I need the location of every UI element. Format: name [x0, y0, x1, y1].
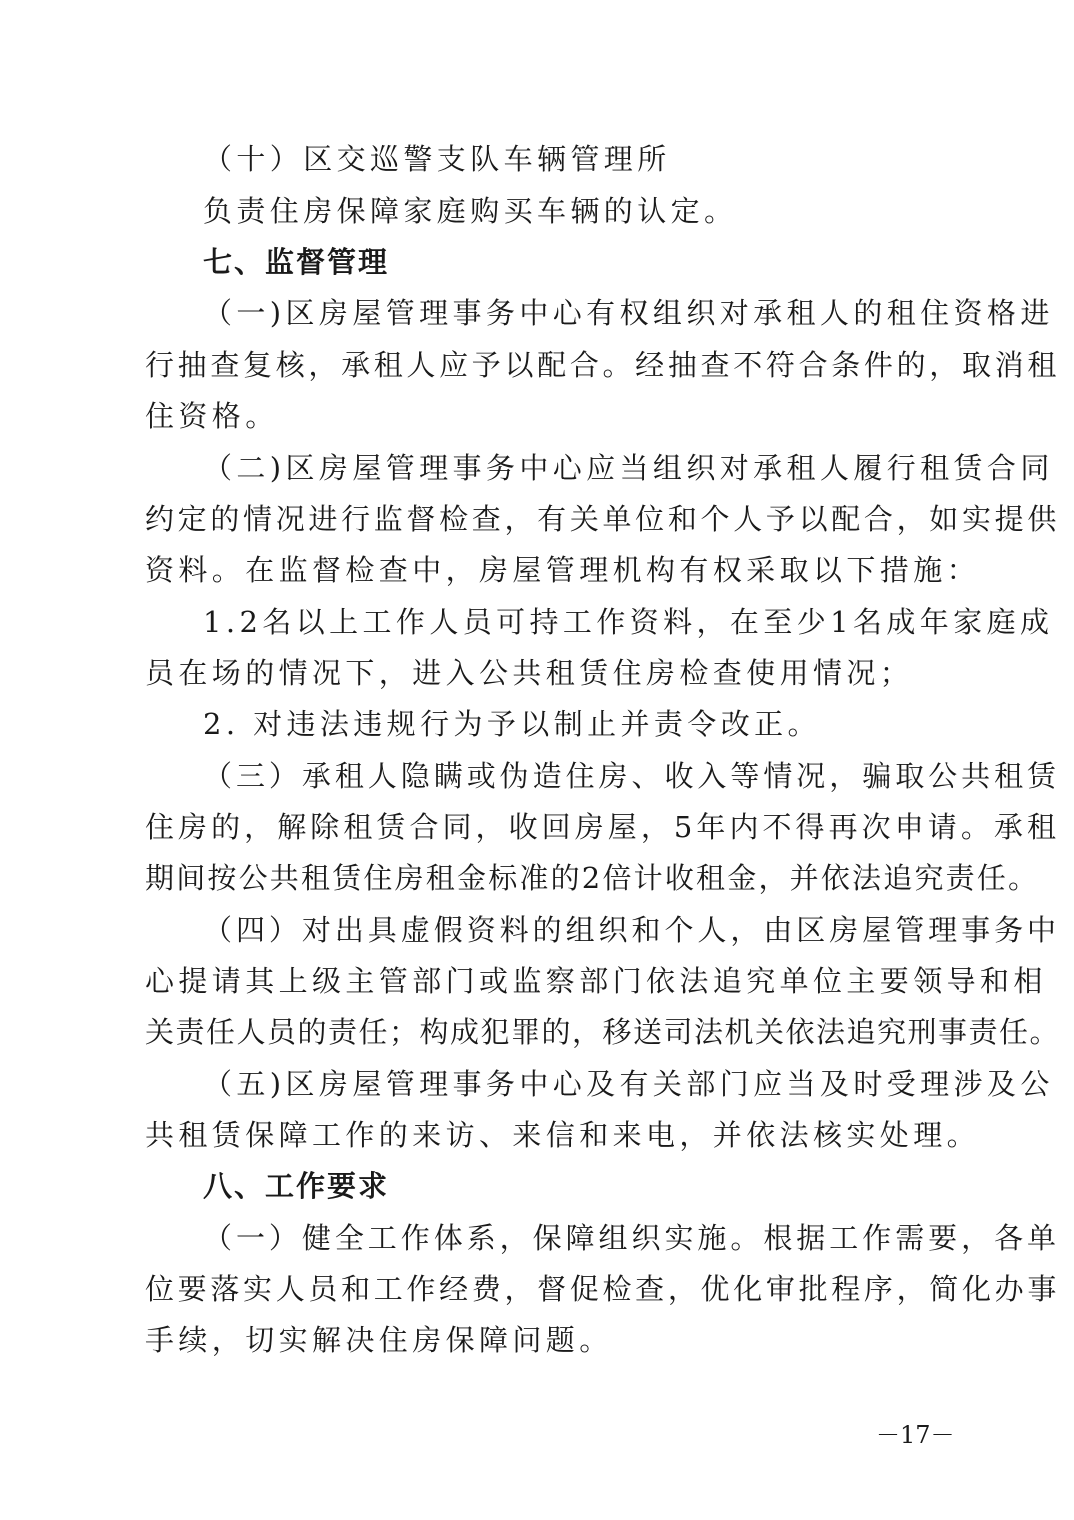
paragraph-supervision-1-line-1: （一)区房屋管理事务中心有权组织对承租人的租住资格进: [203, 296, 1054, 330]
section-heading-supervision: 七、监督管理: [203, 245, 390, 279]
measure-1-line-1: 1.2名以上工作人员可持工作资料，在至少1名成年家庭成: [203, 605, 1054, 639]
paragraph-supervision-2-line-2: 约定的情况进行监督检查，有关单位和个人予以配合，如实提供: [145, 502, 1060, 536]
paragraph-supervision-4-line-2: 心提请其上级主管部门或监察部门依法追究单位主要领导和相: [145, 964, 1047, 998]
paragraph-supervision-3-line-1: （三）承租人隐瞒或伪造住房、收入等情况，骗取公共租赁: [203, 759, 1060, 793]
paragraph-supervision-1-line-2: 行抽查复核，承租人应予以配合。经抽查不符合条件的，取消租: [145, 348, 1060, 382]
paragraph-10-body: 负责住房保障家庭购买车辆的认定。: [203, 194, 738, 228]
paragraph-supervision-2-line-1: （二)区房屋管理事务中心应当组织对承租人履行租赁合同: [203, 451, 1054, 485]
paragraph-supervision-2-line-3: 资料。在监督检查中，房屋管理机构有权采取以下措施：: [145, 553, 981, 587]
paragraph-10-title: （十）区交巡警支队车辆管理所: [203, 142, 671, 176]
paragraph-supervision-5-line-1: （五)区房屋管理事务中心及有关部门应当及时受理涉及公: [203, 1067, 1054, 1101]
paragraph-requirements-1-line-2: 位要落实人员和工作经费，督促检查，优化审批程序，简化办事: [145, 1272, 1060, 1306]
paragraph-requirements-1-line-3: 手续，切实解决住房保障问题。: [145, 1323, 613, 1357]
measure-1-line-2: 员在场的情况下，进入公共租赁住房检查使用情况；: [145, 656, 914, 690]
paragraph-supervision-5-line-2: 共租赁保障工作的来访、来信和来电，并依法核实处理。: [145, 1118, 981, 1152]
paragraph-supervision-4-line-1: （四）对出具虚假资料的组织和个人，由区房屋管理事务中: [203, 913, 1060, 947]
paragraph-supervision-3-line-2: 住房的，解除租赁合同，收回房屋，5年内不得再次申请。承租: [145, 810, 1060, 844]
paragraph-requirements-1-line-1: （一）健全工作体系，保障组织实施。根据工作需要，各单: [203, 1221, 1060, 1255]
measure-2: 2. 对违法违规行为予以制止并责令改正。: [203, 707, 821, 741]
section-heading-work-requirements: 八、工作要求: [203, 1169, 390, 1203]
paragraph-supervision-1-line-3: 住资格。: [145, 399, 279, 433]
paragraph-supervision-4-line-3: 关责任人员的责任；构成犯罪的，移送司法机关依法追究刑事责任。: [145, 1015, 1060, 1049]
paragraph-supervision-3-line-3: 期间按公共租赁住房租金标准的2倍计收租金，并依法追究责任。: [145, 861, 1040, 895]
page-number: －17－: [876, 1421, 955, 1449]
